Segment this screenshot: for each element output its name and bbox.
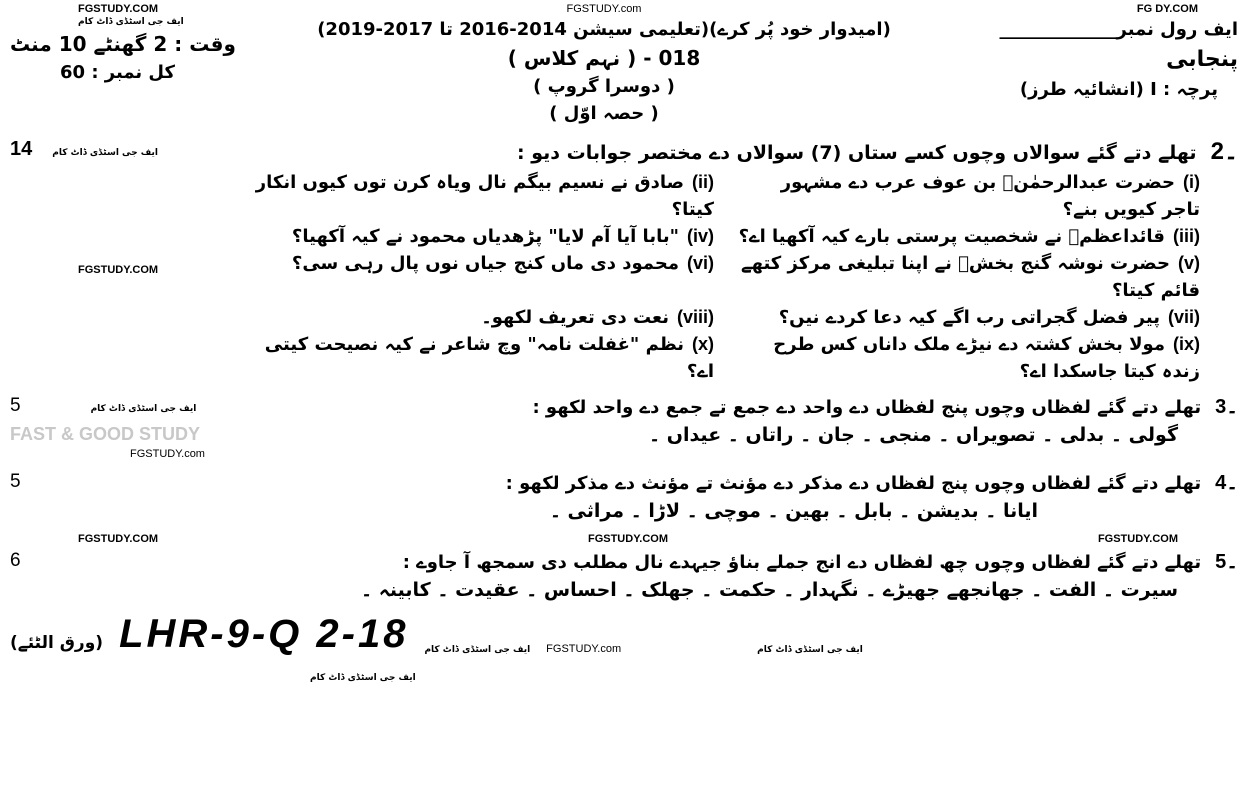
- watermark-urdu: ایف جی اسٹڈی ڈاٹ کام: [424, 644, 531, 655]
- header-left: [10, 2, 240, 127]
- question-side: [10, 393, 240, 461]
- sub-question-text: نظم "غفلت نامہ" وچ شاعر نے کیہ نصیحت کیتی اے؟: [264, 333, 714, 382]
- paper-label: پرچہ : I (انشائیہ طرز): [1019, 79, 1218, 101]
- watermark-text: FGSTUDY.com: [566, 3, 642, 15]
- question-text: تھلے دتے گئے لفظاں وچوں چھ لفظاں دے انج جملے بناؤ جیہدے نال مطلب دی سمجھ آ جاوے :: [402, 551, 1202, 573]
- watermark-text: FGSTUDY.COM: [78, 264, 159, 277]
- marks-row: [10, 393, 196, 420]
- word-list: ایانا ۔ بدیشن ۔ بابل ۔ بھین ۔ موچی ۔ لاڑا ۔ مراثی ۔: [549, 500, 1038, 523]
- question-3: [10, 393, 1238, 461]
- question-main: [252, 135, 1238, 385]
- sub-question-text: قائداعظمؒ نے شخصیت پرستی بارے کیہ آکھیا اے؟: [738, 225, 1165, 247]
- watermark-urdu: ایف جی اسٹڈی ڈاٹ کام: [52, 148, 158, 159]
- question-2: [10, 135, 1238, 385]
- question-4: [10, 469, 1238, 526]
- sub-question-label: (x): [691, 333, 714, 354]
- question-side: [10, 469, 240, 526]
- paper-footer: [10, 612, 1238, 685]
- watermark-text: FGSTUDY.COM: [1097, 532, 1178, 545]
- sub-question-label: (ix): [1172, 333, 1200, 354]
- total-marks: کل نمبر : 60: [60, 61, 175, 83]
- sub-question-text: پیر فضل گجراتی رب اگے کیہ دعا کردے نیں؟: [778, 306, 1160, 328]
- sub-question-v: [738, 250, 1200, 304]
- sub-question-text: مولا بخش کشتہ دے نیڑے ملک داناں کس طرح زندہ کیتا جاسکدا اے؟: [773, 333, 1200, 382]
- group-label: ( دوسرا گروپ ): [533, 76, 675, 98]
- question-main: [252, 548, 1238, 605]
- word-list: سیرت ۔ الفت ۔ جھانجھے جھیڑے ۔ نگہدار ۔ حکمت ۔ جھلک ۔ احساس ۔ عقیدت ۔ کابینہ ۔: [361, 578, 1178, 601]
- question-main: [252, 393, 1238, 461]
- question-number: 2۔: [1210, 138, 1238, 166]
- sub-question-label: (vi): [686, 252, 714, 273]
- header-right: [968, 2, 1238, 127]
- question-side: [10, 135, 240, 385]
- sub-question-text: نعت دی تعریف لکھو۔: [481, 306, 669, 328]
- sub-question-iii: [738, 223, 1200, 250]
- watermark-urdu: ایف جی اسٹڈی ڈاٹ کام: [757, 644, 863, 655]
- roll-number-field: ایف رول نمبر_____________: [999, 19, 1238, 41]
- watermark-urdu: ایف جی اسٹڈی ڈاٹ کام: [90, 403, 197, 414]
- watermark-text: FGSTUDY.com: [130, 447, 205, 460]
- class-code: 018 - ( نہم کلاس ): [507, 46, 701, 71]
- sub-question-text: محمود دی ماں کنج جیاں نوں پال رہی سی؟: [291, 252, 679, 274]
- sub-question-label: (vii): [1167, 306, 1200, 327]
- sub-question-label: (iv): [686, 225, 714, 246]
- sub-question-vi: [252, 250, 714, 304]
- sub-question-label: (ii): [691, 171, 714, 192]
- watermark-urdu: ایف جی اسٹڈی ڈاٹ کام: [78, 17, 184, 28]
- question-main: [252, 469, 1238, 526]
- question-text: تھلے دتے گئے سوالاں وچوں کسے ستاں (7) سوالاں دے مختصر جوابات دیو :: [517, 142, 1197, 165]
- sub-question-viii: [252, 304, 714, 331]
- sub-question-text: حضرت عبدالرحمٰنؓ بن عوف عرب دے مشہور تاجر کیویں بنے؟: [780, 171, 1200, 220]
- sub-question-text: "بابا آیا آم لایا" پڑھدیاں محمود نے کیہ آکھیا؟: [291, 225, 679, 247]
- watermark-urdu: ایف جی اسٹڈی ڈاٹ کام: [310, 673, 416, 684]
- marks-row: [10, 135, 158, 163]
- question-number: 3۔: [1215, 395, 1238, 418]
- turn-over-note: (ورق الٹئے): [10, 632, 104, 653]
- time-allowed: وقت : 2 گھنٹے 10 منٹ: [10, 31, 236, 56]
- sub-question-x: [252, 331, 714, 385]
- question-heading: [252, 548, 1238, 576]
- watermark-text: FGSTUDY.COM: [78, 532, 159, 545]
- question-5: [10, 548, 1238, 605]
- question-heading: [252, 135, 1238, 169]
- sub-question-ix: [738, 331, 1200, 385]
- sub-question-vii: [738, 304, 1200, 331]
- question-heading: [252, 469, 1238, 497]
- sub-question-i: [738, 169, 1200, 223]
- sub-question-text: صادق نے نسیم بیگم نال ویاہ کرن توں کیوں انکار کیتا؟: [255, 171, 714, 220]
- sub-question-label: (v): [1177, 252, 1200, 273]
- word-list: گولی ۔ بدلی ۔ تصویراں ۔ منجی ۔ جان ۔ راتاں ۔ عیداں ۔: [648, 423, 1178, 446]
- question-marks: 5: [10, 471, 21, 493]
- stamp-watermark: FAST & GOOD STUDY: [10, 424, 201, 445]
- question-marks: 14: [10, 138, 33, 161]
- watermark-text: FGSTUDY.com: [546, 643, 622, 656]
- sub-question-ii: [252, 169, 714, 223]
- question-heading: [252, 393, 1238, 421]
- watermark-text: FGSTUDY.COM: [78, 3, 159, 15]
- question-number: 5۔: [1215, 550, 1238, 573]
- question-text: تھلے دتے گئے لفظاں وچوں پنج لفظاں دے واحد دے جمع تے جمع دے واحد لکھو :: [532, 396, 1202, 418]
- subject-title: پنجابی: [1166, 47, 1238, 73]
- session-instruction: (امیدوار خود پُر کرے)(تعلیمی سیشن 2014-2016 تا 2017-2019): [317, 19, 891, 41]
- sub-question-text: حضرت نوشہ گنج بخشؒ نے اپنا تبلیغی مرکز کتھے قائم کیتا؟: [741, 252, 1200, 301]
- sub-question-list: [252, 169, 1200, 385]
- paper-header: [10, 2, 1238, 127]
- watermark-row: [10, 532, 1238, 546]
- question-side: [10, 548, 240, 605]
- watermark-text: FGSTUDY.COM: [587, 532, 669, 545]
- header-center: [252, 2, 956, 127]
- watermark-text: FG DY.COM: [1136, 3, 1198, 15]
- question-marks: 5: [10, 394, 21, 416]
- handwritten-code: LHR-9-Q 2-18: [119, 612, 409, 657]
- sub-question-label: (iii): [1172, 225, 1200, 246]
- sub-question-iv: [252, 223, 714, 250]
- question-text: تھلے دتے گئے لفظاں وچوں پنج لفظاں دے مذکر دے مؤنث تے مؤنث دے مذکر لکھو :: [505, 473, 1202, 495]
- question-marks: 6: [10, 549, 21, 571]
- sub-question-label: (i): [1182, 171, 1200, 192]
- watermark-row: [10, 423, 200, 446]
- question-number: 4۔: [1215, 472, 1238, 495]
- sub-question-label: (viii): [676, 306, 714, 327]
- part-label: ( حصہ اوّل ): [549, 103, 659, 125]
